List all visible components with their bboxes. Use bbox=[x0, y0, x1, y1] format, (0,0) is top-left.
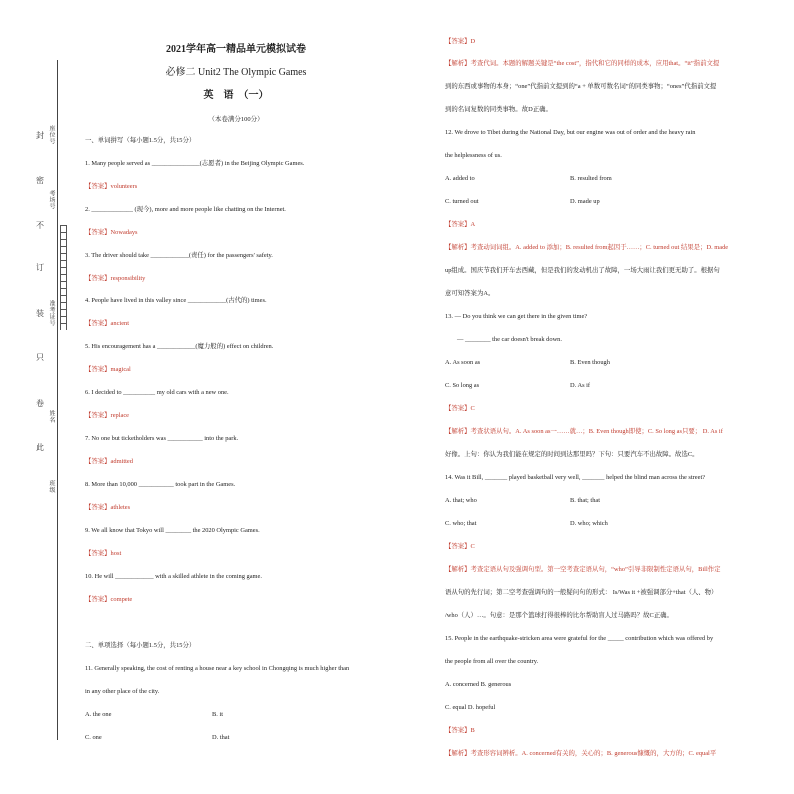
room-number-label: 考场号 bbox=[48, 190, 55, 210]
question-2: 2. _____________ (现今), more and more people like chatting on the Internet. bbox=[85, 206, 286, 213]
paper-title: 2021学年高一精品单元模拟试卷 bbox=[166, 44, 306, 55]
answer-1: 【答案】volunteers bbox=[85, 183, 138, 190]
class-label: 班级 bbox=[48, 480, 55, 493]
question-15-line-1: 15. People in the earthquake-stricken area were grateful for the _____ contribution which was offered by bbox=[445, 635, 714, 642]
paper-subtitle: 必修二 Unit2 The Olympic Games bbox=[165, 67, 307, 78]
option-12-c: C. turned out bbox=[445, 198, 479, 205]
answer-10: 【答案】compete bbox=[85, 596, 133, 603]
question-13-line-1: 13. — Do you think we can get there in the given time? bbox=[445, 313, 588, 320]
option-13-c: C. So long as bbox=[445, 382, 480, 389]
option-14-d: D. who; which bbox=[570, 520, 608, 527]
answer-3: 【答案】responsibility bbox=[85, 275, 146, 282]
analysis-12-line-1: 【解析】考查动词词组。A. added to 添加；B. resulted from起因于……；C. turned out 结果是；D. made bbox=[445, 244, 729, 251]
analysis-15-line-1: 【解析】考查形容词辨析。A. concerned有关的，关心的；B. generous慷慨的，大方的；C. equal平 bbox=[445, 750, 717, 757]
options-15-cd: C. equal D. hopeful bbox=[445, 704, 496, 711]
score-note: （本卷满分100分） bbox=[208, 116, 264, 123]
answer-4: 【答案】ancient bbox=[85, 320, 130, 327]
margin-char: 装 bbox=[36, 309, 44, 318]
analysis-14-line-3: /who（人）…。句意：是那个篮球打得很棒的比尔帮助盲人过马路吗？故C正确。 bbox=[445, 612, 673, 619]
question-8: 8. More than 10,000 ___________ took part in the Games. bbox=[85, 481, 236, 488]
question-3: 3. The driver should take ____________(责任) for the passengers' safety. bbox=[85, 252, 273, 259]
option-11-b: B. it bbox=[212, 711, 224, 718]
option-14-a: A. that; who bbox=[445, 497, 477, 504]
section-2-title: 二、单项选择（每小题1.5分，共15分） bbox=[85, 642, 196, 649]
analysis-11-line-2: 到的东西或事物的本身；“one”代指前文提到的“a + 单数可数名词”的同类事物；“ones”代指前文提 bbox=[445, 83, 717, 90]
question-11-line-1: 11. Generally speaking, the cost of renting a house near a key school in Chongqing is much higher than bbox=[85, 665, 350, 672]
analysis-14-line-2: 语从句的先行词；第二空考查强调句的一般疑问句的形式： Is/Was it +被强调部分+that（人、物） bbox=[445, 589, 718, 596]
section-1-title: 一、单词拼写（每小题1.5分，共15分） bbox=[85, 137, 196, 144]
binding-line bbox=[57, 60, 58, 740]
option-14-c: C. who; that bbox=[445, 520, 477, 527]
answer-6: 【答案】replace bbox=[85, 412, 130, 419]
options-15-ab: A. concerned B. generous bbox=[445, 681, 512, 688]
seat-number-label: 座位号 bbox=[48, 125, 55, 145]
margin-char: 不 bbox=[36, 221, 44, 230]
margin-char: 此 bbox=[36, 443, 44, 452]
question-4: 4. People have lived in this valley since ____________(古代的) times. bbox=[85, 297, 267, 304]
answer-7: 【答案】admitted bbox=[85, 458, 133, 465]
question-6: 6. I decided to __________ my old cars with a new one. bbox=[85, 389, 229, 396]
subject-title: 英 语 （一） bbox=[203, 90, 269, 101]
option-13-a: A. As soon as bbox=[445, 359, 481, 366]
question-1: 1. Many people served as _______________(志愿者) in the Beijing Olympic Games. bbox=[85, 160, 305, 167]
question-10: 10. He will ____________ with a skilled athlete in the coming game. bbox=[85, 573, 262, 580]
option-11-d: D. that bbox=[212, 734, 230, 741]
question-13-line-2: — ________ the car doesn't break down. bbox=[457, 336, 562, 343]
analysis-11-line-3: 到的名词复数的同类事物。故D正确。 bbox=[445, 106, 552, 113]
answer-12: 【答案】A bbox=[445, 221, 476, 228]
margin-char: 封 bbox=[36, 131, 44, 140]
margin-char: 卷 bbox=[36, 399, 44, 408]
question-9: 9. We all know that Tokyo will ________ the 2020 Olympic Games. bbox=[85, 527, 260, 534]
answer-13: 【答案】C bbox=[445, 405, 475, 412]
answer-15: 【答案】B bbox=[445, 727, 475, 734]
answer-9: 【答案】host bbox=[85, 550, 122, 557]
margin-char: 密 bbox=[36, 176, 44, 185]
option-13-b: B. Even though bbox=[570, 359, 610, 366]
answer-11: 【答案】D bbox=[445, 38, 476, 45]
name-label: 姓名 bbox=[48, 410, 55, 423]
option-11-c: C. one bbox=[85, 734, 102, 741]
answer-14: 【答案】C bbox=[445, 543, 475, 550]
answer-8: 【答案】athletes bbox=[85, 504, 131, 511]
analysis-13-line-2: 好像。上句：你认为我们能在规定的时间到达那里吗？下句：只要汽车不出故障。故选C。 bbox=[445, 451, 699, 458]
exam-id-label: 准考证号 bbox=[48, 300, 55, 326]
option-13-d: D. As if bbox=[570, 382, 591, 389]
exam-id-boxes bbox=[60, 225, 67, 330]
analysis-14-line-1: 【解析】考查定语从句及强调句型。第一空考查定语从句，“who”引导非限制性定语从句，Bill作定 bbox=[445, 566, 721, 573]
option-12-b: B. resulted from bbox=[570, 175, 612, 182]
option-12-d: D. made up bbox=[570, 198, 600, 205]
question-12-line-1: 12. We drove to Tibet during the National Day, but our engine was out of order and the heavy rain bbox=[445, 129, 696, 136]
analysis-11-line-1: 【解析】考查代词。本题的解题关键是“the cost”，指代和它的同样的成本，应用that。“it”指前文提 bbox=[445, 60, 720, 67]
margin-char: 订 bbox=[36, 263, 44, 272]
analysis-13-line-1: 【解析】考查状语从句。A. As soon as一……就…；B. Even though即使；C. So long as只要； D. As if bbox=[445, 428, 723, 435]
question-12-line-2: the helplessness of us. bbox=[445, 152, 502, 159]
option-12-a: A. added to bbox=[445, 175, 475, 182]
analysis-12-line-3: 意可知答案为A。 bbox=[445, 290, 495, 297]
answer-2: 【答案】Nowadays bbox=[85, 229, 138, 236]
option-14-b: B. that; that bbox=[570, 497, 600, 504]
question-7: 7. No one but ticketholders was ___________ into the park. bbox=[85, 435, 239, 442]
margin-char: 只 bbox=[36, 353, 44, 362]
question-15-line-2: the people from all over the country. bbox=[445, 658, 539, 665]
question-11-line-2: in any other place of the city. bbox=[85, 688, 160, 695]
answer-5: 【答案】magical bbox=[85, 366, 131, 373]
analysis-12-line-2: up组成。国庆节我们开车去西藏，但是我们的发动机出了故障，一场大雨让我们更无助了。根据句 bbox=[445, 267, 720, 274]
option-11-a: A. the one bbox=[85, 711, 112, 718]
question-5: 5. His encouragement has a ____________(魔力般的) effect on children. bbox=[85, 343, 274, 350]
question-14: 14. Was it Bill, _______ played basketball very well, _______ helped the blind man across the street? bbox=[445, 474, 706, 481]
